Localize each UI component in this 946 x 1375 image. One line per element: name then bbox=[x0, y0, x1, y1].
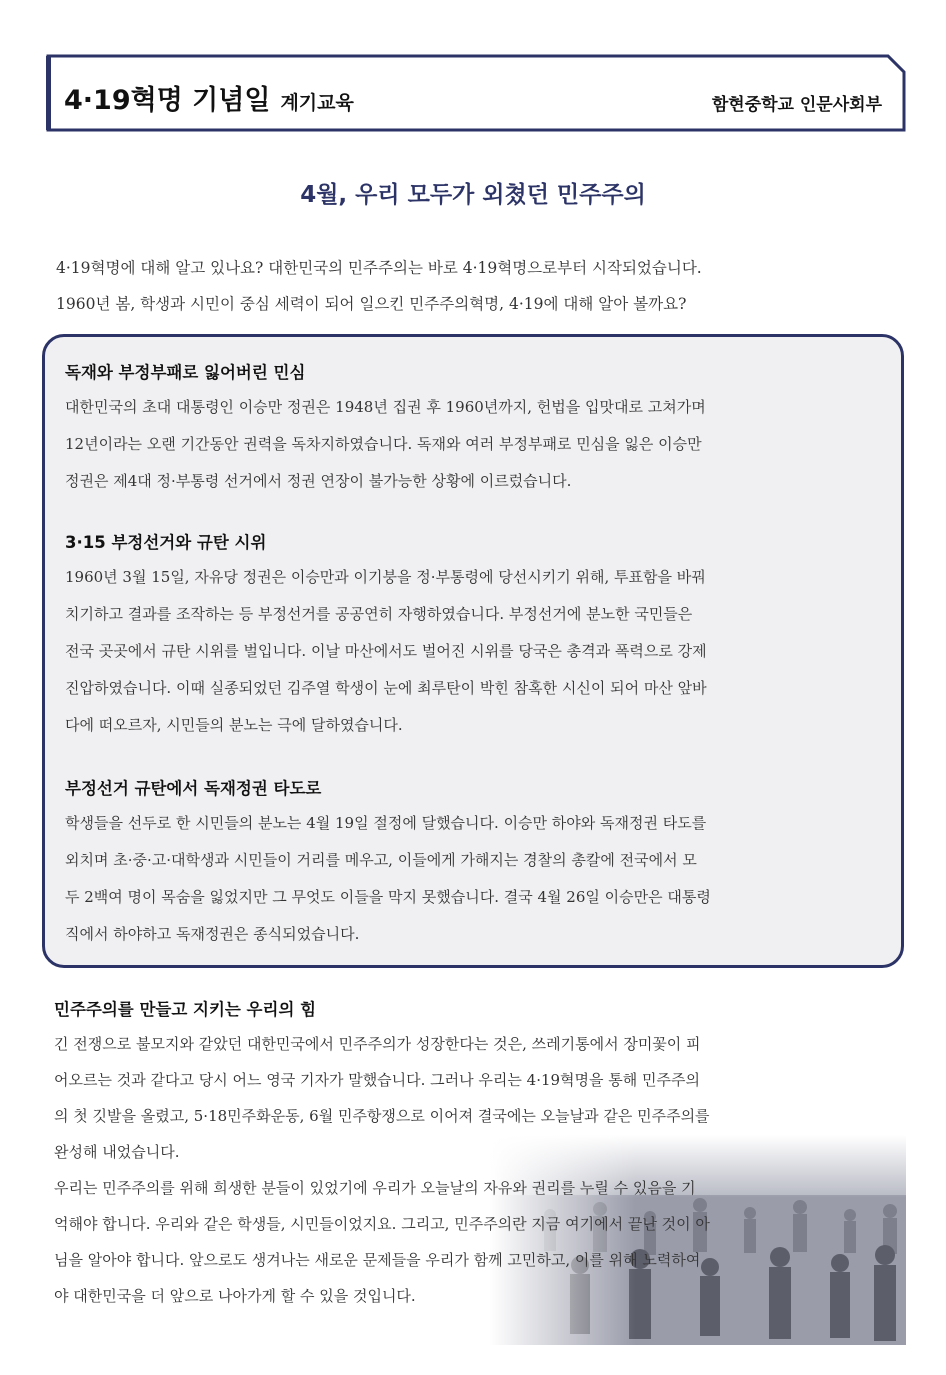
section-heading: 민주주의를 만들고 지키는 우리의 힘 bbox=[54, 1000, 317, 1019]
body-line: 진압하였습니다. 이때 실종되었던 김주열 학생이 눈에 최루탄이 박힌 참혹한 시신이 되어 마산 앞바 bbox=[65, 679, 707, 697]
header-title-text: 4·19혁명 기념일 bbox=[64, 85, 271, 116]
section-democracy bbox=[54, 996, 904, 1314]
body-line: 두 2백여 명이 목숨을 잃었지만 그 무엇도 이들을 막지 못했습니다. 결국 4월 26일 이승만은 대통령 bbox=[65, 888, 711, 906]
body-line: 우리는 민주주의를 위해 희생한 분들이 있었기에 우리가 오늘날의 자유와 권리를 누릴 수 있음을 기 bbox=[54, 1179, 696, 1197]
page-title bbox=[64, 78, 354, 117]
body-line: 외치며 초·중·고·대학생과 시민들이 거리를 메우고, 이들에게 가해지는 경찰의 총칼에 전국에서 모 bbox=[65, 851, 697, 869]
body-line: 대한민국의 초대 대통령인 이승만 정권은 1948년 집권 후 1960년까지, 헌법을 입맛대로 고쳐가며 bbox=[65, 398, 706, 416]
section-overthrow bbox=[65, 775, 891, 953]
body-line: 님을 알아야 합니다. 앞으로도 생겨나는 새로운 문제들을 우리가 함께 고민하고, 이를 위해 노력하여 bbox=[54, 1251, 701, 1269]
section-body bbox=[65, 559, 891, 744]
body-line: 긴 전쟁으로 불모지와 같았던 대한민국에서 민주주의가 성장한다는 것은, 쓰레기통에서 장미꽃이 피 bbox=[54, 1035, 701, 1053]
body-line: 의 첫 깃발을 올렸고, 5·18민주화운동, 6월 민주항쟁으로 이어져 결국에는 오늘날과 같은 민주주의를 bbox=[54, 1107, 710, 1125]
body-line: 치기하고 결과를 조작하는 등 부정선거를 공공연히 자행하였습니다. 부정선거에 분노한 국민들은 bbox=[65, 605, 693, 623]
main-title: 4월, 우리 모두가 외쳤던 민주주의 bbox=[300, 182, 646, 208]
section-heading: 독재와 부정부패로 잃어버린 민심 bbox=[65, 363, 306, 382]
section-body bbox=[54, 1026, 904, 1314]
body-line: 12년이라는 오랜 기간동안 권력을 독차지하였습니다. 독재와 여러 부정부패로 민심을 잃은 이승만 bbox=[65, 435, 702, 453]
history-box bbox=[42, 334, 904, 968]
body-line: 다에 떠오르자, 시민들의 분노는 극에 달하였습니다. bbox=[65, 716, 403, 734]
section-body bbox=[65, 389, 891, 500]
section-heading: 3·15 부정선거와 규탄 시위 bbox=[65, 533, 267, 552]
intro bbox=[56, 250, 906, 322]
section-dictatorship bbox=[65, 359, 891, 500]
header-subtitle: 계기교육 bbox=[280, 92, 354, 114]
body-line: 학생들을 선두로 한 시민들의 분노는 4월 19일 절정에 달했습니다. 이승만 하야와 독재정권 타도를 bbox=[65, 814, 707, 832]
section-heading: 부정선거 규탄에서 독재정권 타도로 bbox=[65, 779, 322, 798]
body-line: 전국 곳곳에서 규탄 시위를 벌입니다. 이날 마산에서도 벌어진 시위를 당국은 총격과 폭력으로 강제 bbox=[65, 642, 707, 660]
body-line: 정권은 제4대 정·부통령 선거에서 정권 연장이 불가능한 상황에 이르렀습니다. bbox=[65, 472, 572, 490]
body-line: 1960년 3월 15일, 자유당 정권은 이승만과 이기붕을 정·부통령에 당선시키기 위해, 투표함을 바꿔 bbox=[65, 568, 706, 586]
body-line: 억해야 합니다. 우리와 같은 학생들, 시민들이었지요. 그리고, 민주주의란 지금 여기에서 끝난 것이 아 bbox=[54, 1215, 710, 1233]
school-name: 함현중학교 인문사회부 bbox=[711, 95, 882, 115]
section-rigged-election bbox=[65, 529, 891, 744]
body-line: 야 대한민국을 더 앞으로 나아가게 할 수 있을 것입니다. bbox=[54, 1287, 416, 1305]
body-line: 완성해 내었습니다. bbox=[54, 1143, 180, 1161]
body-line: 어오르는 것과 같다고 당시 어느 영국 기자가 말했습니다. 그러나 우리는 4·19혁명을 통해 민주주의 bbox=[54, 1071, 701, 1089]
header-box bbox=[46, 54, 906, 132]
body-line: 직에서 하야하고 독재정권은 종식되었습니다. bbox=[65, 925, 360, 943]
intro-line: 4·19혁명에 대해 알고 있나요? 대한민국의 민주주의는 바로 4·19혁명으로부터 시작되었습니다. bbox=[56, 259, 702, 277]
section-body bbox=[65, 805, 891, 953]
intro-line: 1960년 봄, 학생과 시민이 중심 세력이 되어 일으킨 민주주의혁명, 4·19에 대해 알아 볼까요? bbox=[56, 295, 687, 313]
